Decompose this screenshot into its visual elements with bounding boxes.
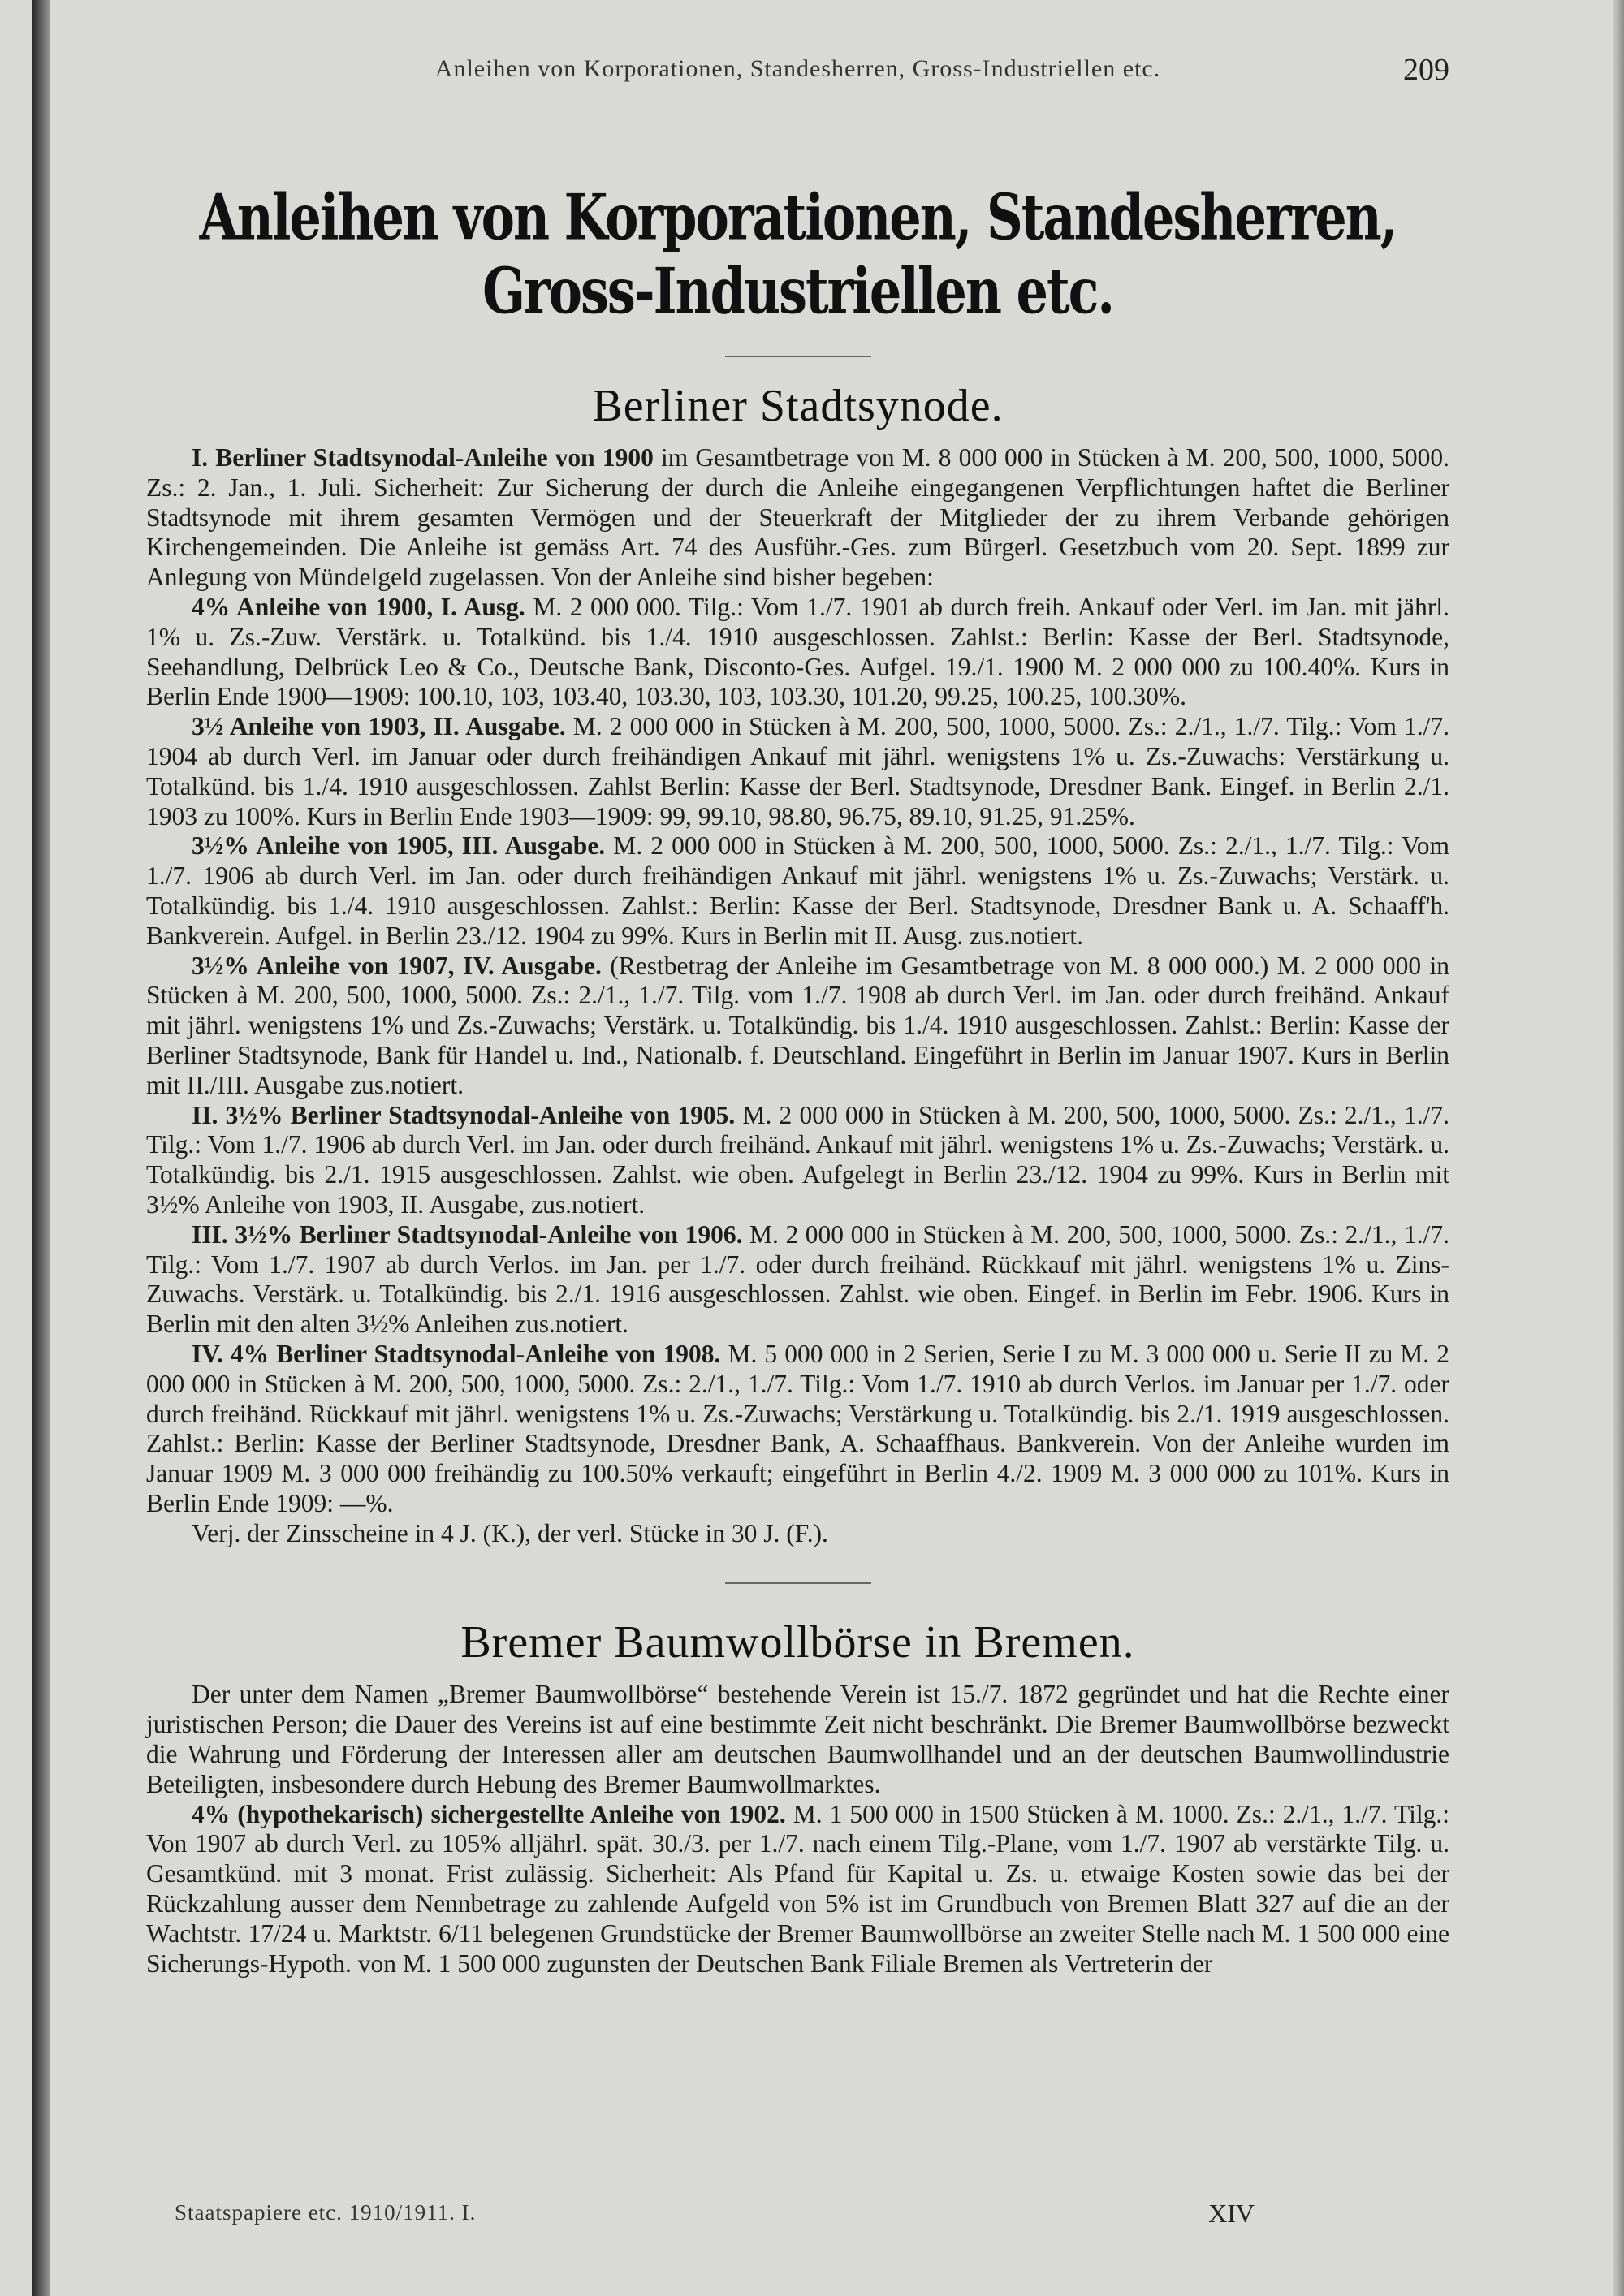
paragraph-lead: III. 3½% Berliner Stadtsynodal-Anleihe von 1906. bbox=[192, 1219, 743, 1249]
paragraph-text: Verj. der Zinsscheine in 4 J. (K.), der verl. Stücke in 30 J. (F.). bbox=[192, 1518, 828, 1547]
paragraph-lead: 3½ Anleihe von 1903, II. Ausgabe. bbox=[192, 712, 566, 741]
page-edge-shadow bbox=[1613, 0, 1624, 2296]
paragraph bbox=[146, 952, 1449, 1101]
running-head-title: Anleihen von Korporationen, Standesherren, Gross-Industriellen etc. bbox=[434, 55, 1161, 82]
paragraph bbox=[146, 1220, 1449, 1340]
paragraph-text: M. 2 000 000. Tilg.: Vom 1./7. 1901 ab durch freih. Ankauf oder Verl. im Jan. mit jährl. 1% u. Zs.-Zuw. Verstärk. u. Totalkünd. bis 1./4. 1910 ausgeschlossen. Zahlst.: Berlin: Kasse der Berl. Stadtsynode, Seehandlung, Delbrück Leo & Co., Deutsche Bank, Disconto-Ges. Aufgel. 19./1. 1900 M. 2 000 000 zu 100.40%. Kurs in Berlin Ende 1900—1909: 100.10, 103, 103.40, 103.30, 103, 103.30, 101.20, 99.25, 100.25, 100.30%. bbox=[146, 592, 1449, 711]
paragraph bbox=[146, 1101, 1449, 1220]
paragraph bbox=[146, 1340, 1449, 1519]
paragraph-text: M. 5 000 000 in 2 Serien, Serie I zu M. 3 000 000 u. Serie II zu M. 2 000 000 in Stücken à M. 200, 500, 1000, 5000. Zs.: 2./1., 1./7. Tilg.: Vom 1./7. 1910 ab durch Verlos. im Januar per 1./7. oder durch freihänd. Rückkauf mit jährl. wenigstens 1% u. Zs.-Zuwachs; Verstärkung u. Totalkündig. bis 2./1. 1919 ausgeschlossen. Zahlst.: Berlin: Kasse der Berliner Stadtsynode, Dresdner Bank, A. Schaaffhaus. Bankverein. Von der Anleihe wurden im Januar 1909 M. 3 000 000 freihändig zu 100.50% verkauft; eingeführt in Berlin 4./2. 1909 M. 3 000 000 zu 101%. Kurs in Berlin Ende 1909: —%. bbox=[146, 1339, 1449, 1517]
section-berliner-stadtsynode bbox=[146, 380, 1449, 1548]
paragraph bbox=[146, 1800, 1449, 1979]
paragraph-text: M. 2 000 000 in Stücken à M. 200, 500, 1000, 5000. Zs.: 2./1., 1./7. Tilg.: Vom 1./7. 1906 ab durch Verl. im Jan. oder durch freihändigen Ankauf mit jährl. wenigstens 1% u. Zs.-Zuwachs; Verstärk. u. Totalkündig. bis 1./4. 1910 ausgeschlossen. Zahlst.: Berlin: Kasse der Berl. Stadtsynode, Dresdner Bank u. A. Schaaff'h. Bankverein. Aufgel. in Berlin 23./12. 1904 zu 99%. Kurs in Berlin mit II. Ausg. zus.notiert. bbox=[146, 831, 1449, 950]
paragraph bbox=[146, 1680, 1449, 1799]
paragraph-lead: 3½% Anleihe von 1905, III. Ausgabe. bbox=[192, 831, 606, 861]
paragraph-text: (Restbetrag der Anleihe im Gesamtbetrage von M. 8 000 000.) M. 2 000 000 in Stücken à M. 200, 500, 1000, 5000. Zs.: 2./1., 1./7. Tilg. vom 1./7. 1908 ab durch Verl. im Jan. oder durch freihänd. Ankauf mit jährl. wenigstens 1% und Zs.-Zuwachs; Verstärk. u. Totalkündig. bis 1./4. 1910 ausgeschlossen. Zahlst.: Berlin: Kasse der Berliner Stadtsynode, Bank für Handel u. Ind., Nationalb. f. Deutschland. Eingeführt in Berlin im Januar 1907. Kurs in Berlin mit II./III. Ausgabe zus.notiert. bbox=[146, 951, 1449, 1099]
paragraph bbox=[146, 593, 1449, 712]
page-number: 209 bbox=[1403, 53, 1449, 87]
page-content bbox=[146, 49, 1449, 1979]
paragraph-text: Der unter dem Namen „Bremer Baumwollbörse“ bestehende Verein ist 15./7. 1872 gegründet und hat die Rechte einer juristischen Person; die Dauer des Vereins ist auf eine bestimmte Zeit nicht beschränkt. Die Bremer Baumwollbörse bezweckt die Wahrung und Förderung der Interessen aller am deutschen Baumwollhandel und an der deutschen Baumwollindustrie Beteiligten, insbesondere durch Hebung des Bremer Baumwollmarktes. bbox=[146, 1680, 1449, 1798]
paragraph-lead: I. Berliner Stadtsynodal-Anleihe von 1900 bbox=[192, 443, 654, 472]
paragraph bbox=[146, 443, 1449, 593]
footer-left: Staatspapiere etc. 1910/1911. I. bbox=[175, 2200, 477, 2225]
paragraph-lead: 4% Anleihe von 1900, I. Ausg. bbox=[192, 592, 525, 621]
footer-signature-mark: XIV bbox=[1208, 2199, 1255, 2228]
paragraph-lead: 4% (hypothekarisch) sichergestellte Anleihe von 1902. bbox=[192, 1799, 786, 1828]
footer bbox=[175, 2200, 1255, 2233]
paragraph-lead: IV. 4% Berliner Stadtsynodal-Anleihe von 1908. bbox=[192, 1339, 721, 1368]
main-title: Anleihen von Korporationen, Standesherren, Gross-Industriellen etc. bbox=[199, 179, 1397, 329]
paragraph-lead: 3½% Anleihe von 1907, IV. Ausgabe. bbox=[192, 951, 602, 980]
paragraph bbox=[146, 712, 1449, 831]
paragraph-text: M. 2 000 000 in Stücken à M. 200, 500, 1000, 5000. Zs.: 2./1., 1./7. Tilg.: Vom 1./7. 1904 ab durch Verl. im Januar oder durch freihändigen Ankauf mit jährl. wenigstens 1% u. Zs.-Zuwachs: Verstärkung u. Totalkünd. bis 1./4. 1910 ausgeschlossen. Zahlst Berlin: Kasse der Berl. Stadtsynode, Dresdner Bank. Eingef. in Berlin 2./1. 1903 zu 100%. Kurs in Berlin Ende 1903—1909: 99, 99.10, 98.80, 96.75, 89.10, 91.25, 91.25%. bbox=[146, 712, 1450, 831]
paragraph-text: M. 2 000 000 in Stücken à M. 200, 500, 1000, 5000. Zs.: 2./1., 1./7. Tilg.: Vom 1./7. 1907 ab durch Verlos. im Jan. per 1./7. oder durch freihänd. Rückkauf mit jährl. wenigstens 1% u. Zins-Zuwachs. Verstärk. u. Totalkündig. bis 2./1. 1916 ausgeschlossen. Zahlst. wie oben. Eingef. in Berlin im Febr. 1906. Kurs in Berlin mit den alten 3½% Anleihen zus.notiert. bbox=[146, 1219, 1449, 1339]
paragraph-text: M. 2 000 000 in Stücken à M. 200, 500, 1000, 5000. Zs.: 2./1., 1./7. Tilg.: Vom 1./7. 1906 ab durch Verl. im Jan. oder durch freihänd. Ankauf mit jährl. wenigstens 1% u. Zs.-Zuwachs; Verstärk. u. Totalkündig. bis 2./1. 1915 ausgeschlossen. Zahlst. wie oben. Aufgelegt in Berlin 23./12. 1904 zu 99%. Kurs in Berlin mit 3½% Anleihe von 1903, II. Ausgabe, zus.notiert. bbox=[146, 1100, 1449, 1219]
paragraph bbox=[146, 1519, 1449, 1549]
paragraph-lead: II. 3½% Berliner Stadtsynodal-Anleihe von 1905. bbox=[192, 1100, 736, 1129]
divider bbox=[725, 356, 871, 357]
paragraph-text: M. 1 500 000 in 1500 Stücken à M. 1000. Zs.: 2./1., 1./7. Tilg.: Von 1907 ab durch Verl. zu 105% alljährl. spät. 30./3. per 1./7. nach einem Tilg.-Plane, vom 1./7. 1907 ab verstärkte Tilg. u. Gesamtkünd. mit 3 monat. Frist zulässig. Sicherheit: Als Pfand für Kapital u. Zs. u. etwaige Kosten sowie das bei der Rückzahlung ausser dem Nennbetrage zu zahlende Aufgeld von 5% ist im Grundbuch von Bremen Blatt 327 auf die an der Wachtstr. 17/24 u. Marktstr. 6/11 belegenen Grundstücke der Bremer Baumwollbörse an zweiter Stelle nach M. 1 500 000 eine Sicherungs-Hypoth. von M. 1 500 000 zugunsten der Deutschen Bank Filiale Bremen als Vertreterin der bbox=[146, 1799, 1449, 1978]
section-title: Bremer Baumwollbörse in Bremen. bbox=[460, 1617, 1135, 1668]
paragraph-text: im Gesamtbetrage von M. 8 000 000 in Stücken à M. 200, 500, 1000, 5000. Zs.: 2. Jan., 1. Juli. Sicherheit: Zur Sicherung der durch die Anleihe eingegangenen Verpflichtungen haftet die Berliner Stadtsynode mit ihrem gesamten Vermögen und der Steuerkraft der Mitglieder der zu ihrem Verbande gehörigen Kirchengemeinden. Die Anleihe ist gemäss Art. 74 des Ausführ.-Ges. zum Bürgerl. Gesetzbuch vom 20. Sept. 1899 zur Anlegung von Mündelgeld zugelassen. Von der Anleihe sind bisher begeben: bbox=[146, 443, 1449, 592]
divider bbox=[725, 1582, 871, 1584]
running-head bbox=[146, 49, 1449, 97]
section-title: Berliner Stadtsynode. bbox=[592, 381, 1004, 431]
paragraph bbox=[146, 831, 1449, 951]
section-bremer-baumwollboerse bbox=[146, 1616, 1449, 1979]
book-spine-shadow bbox=[32, 0, 50, 2296]
